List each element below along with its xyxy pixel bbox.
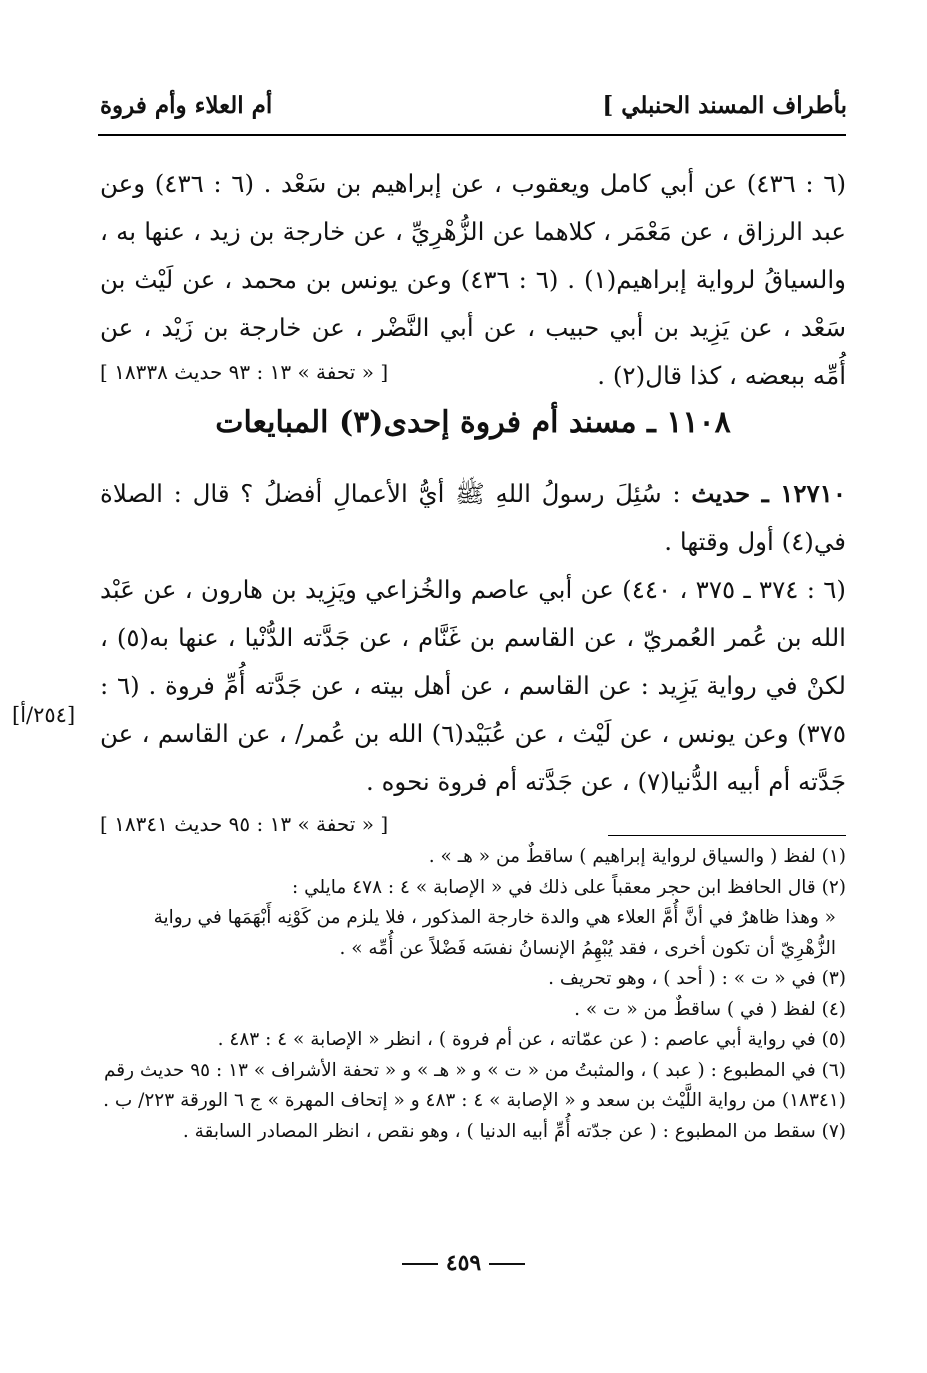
page-number-footer (0, 1250, 927, 1276)
footnote-5: (٥) في رواية أبي عاصم : ( عن عمّاته ، عن أم فروة ) ، انظر « الإصابة » ٤ : ٤٨٣ . (217, 1029, 846, 1050)
chains-paragraph-2 (100, 566, 846, 806)
footnote-separator (608, 835, 846, 836)
running-header-section-title: أم العلاء وأم فروة (100, 92, 273, 119)
footnote-4: (٤) لفظ ( في ) ساقطٌ من « ت » . (574, 998, 846, 1020)
footnote-3: (٣) في « ت » : ( أحد ) ، وهو تحريف . (548, 968, 846, 989)
hadith-text: : سُئِلَ رسولُ اللهِ ﷺ أيُّ الأعمالِ أفضلُ ؟ قال : الصلاة في(٤) أول وقتها . (100, 479, 846, 556)
footnote-1: (١) لفظ ( والسياق لرواية إبراهيم ) ساقطٌ من « هـ » . (428, 846, 846, 867)
footnote-6: (٦) في المطبوع : ( عبد ) ، والمثبتُ من « ت » و « هـ » و « تحفة الأشراف » ١٣ : ٩٥ حديث رقم (١٨٣٤١) من رواية اللَّيْث بن سعد و « الإصابة » ٤ : ٤٨٣ و « إتحاف المهرة » ج ٦ الورقة ٢٢٣/ ب . (103, 1059, 846, 1111)
page-number: ٤٥٩ (445, 1250, 482, 1276)
footnote-2-quote: « وهذا ظاهرٌ في أنَّ أُمَّ العلاء هي والدة خارجة المذكور ، فلا يلزم من كَوْنِه أَبْهَمَها في رواية الزُّهْرِيّ أن تكون أخرى ، فقد يُبْهِمُ الإنسانُ نفسَه فَضْلاً عن أُمِّه » . (153, 907, 836, 959)
chains-text-1: (٦ : ٤٣٦) عن أبي كامل ويعقوب ، عن إبراهيم بن سَعْد . (٦ : ٤٣٦) وعن عبد الرزاق ، عن مَعْمَر ، كلاهما عن الزُّهْرِيِّ ، عن خارجة بن زيد ، عنها به ، والسياقُ لرواية إبراهيم(١) . (٦ : ٤٣٦) وعن يونس بن محمد ، عن لَيْث بن سَعْد ، عن يَزِيد بن أبي حبيب ، عن أبي النَّضْر ، عن خارجة بن زَيْد ، عن أُمِّه ببعضه ، كذا قال(٢) . (100, 169, 847, 390)
margin-folio-reference: [٢٥٤/أ] (12, 703, 76, 727)
hadith-line (100, 470, 846, 566)
header-rule (98, 134, 846, 136)
footnote-7: (٧) سقط من المطبوع : ( عن جدّته أُمِّ أبيه الدنيا ) ، وهو نقص ، انظر المصادر السابقة . (182, 1120, 846, 1142)
running-header-book-title: بأطراف المسند الحنبلي ] (602, 92, 847, 119)
musnad-title: ١١٠٨ ـ مسند أم فروة إحدى(٣) المبايعات (215, 405, 731, 440)
tuhfa-reference-2: [ « تحفة » ١٣ : ٩٥ حديث ١٨٣٤١ ] (100, 812, 389, 836)
tuhfa-reference-1: [ « تحفة » ١٣ : ٩٣ حديث ١٨٣٣٨ ] (100, 360, 389, 384)
footnote-2: (٢) قال الحافظ ابن حجر معقباً على ذلك في « الإصابة » ٤ : ٤٧٨ مايلي : (291, 876, 846, 898)
chains-text-2: (٦ : ٣٧٤ ـ ٣٧٥ ، ٤٤٠) عن أبي عاصم والخُزاعي ويَزِيد بن هارون ، عن عَبْد الله بن عُمر العُمريّ ، عن القاسم بن غَنَّام ، عن جَدَّته الدُّنْيا ، عنها به(٥) ، لكنْ في رواية يَزِيد : عن القاسم ، عن أهل بيته ، عن جَدَّته أُمِّ فروة . (٦ : ٣٧٥) وعن يونس ، عن لَيْث ، عن عُبَيْد(٦) الله بن عُمر/ ، عن القاسم ، عن جَدَّته أم أبيه الدُّنيا(٧) ، عن جَدَّته أم فروة نحوه . (100, 575, 846, 796)
page-number-dash-left (489, 1263, 525, 1265)
page-number-dash-right (402, 1263, 438, 1265)
hadith-paragraph (100, 470, 846, 566)
hadith-number: ١٢٧١٠ ـ حديث (691, 479, 846, 508)
footnotes (100, 842, 846, 1147)
